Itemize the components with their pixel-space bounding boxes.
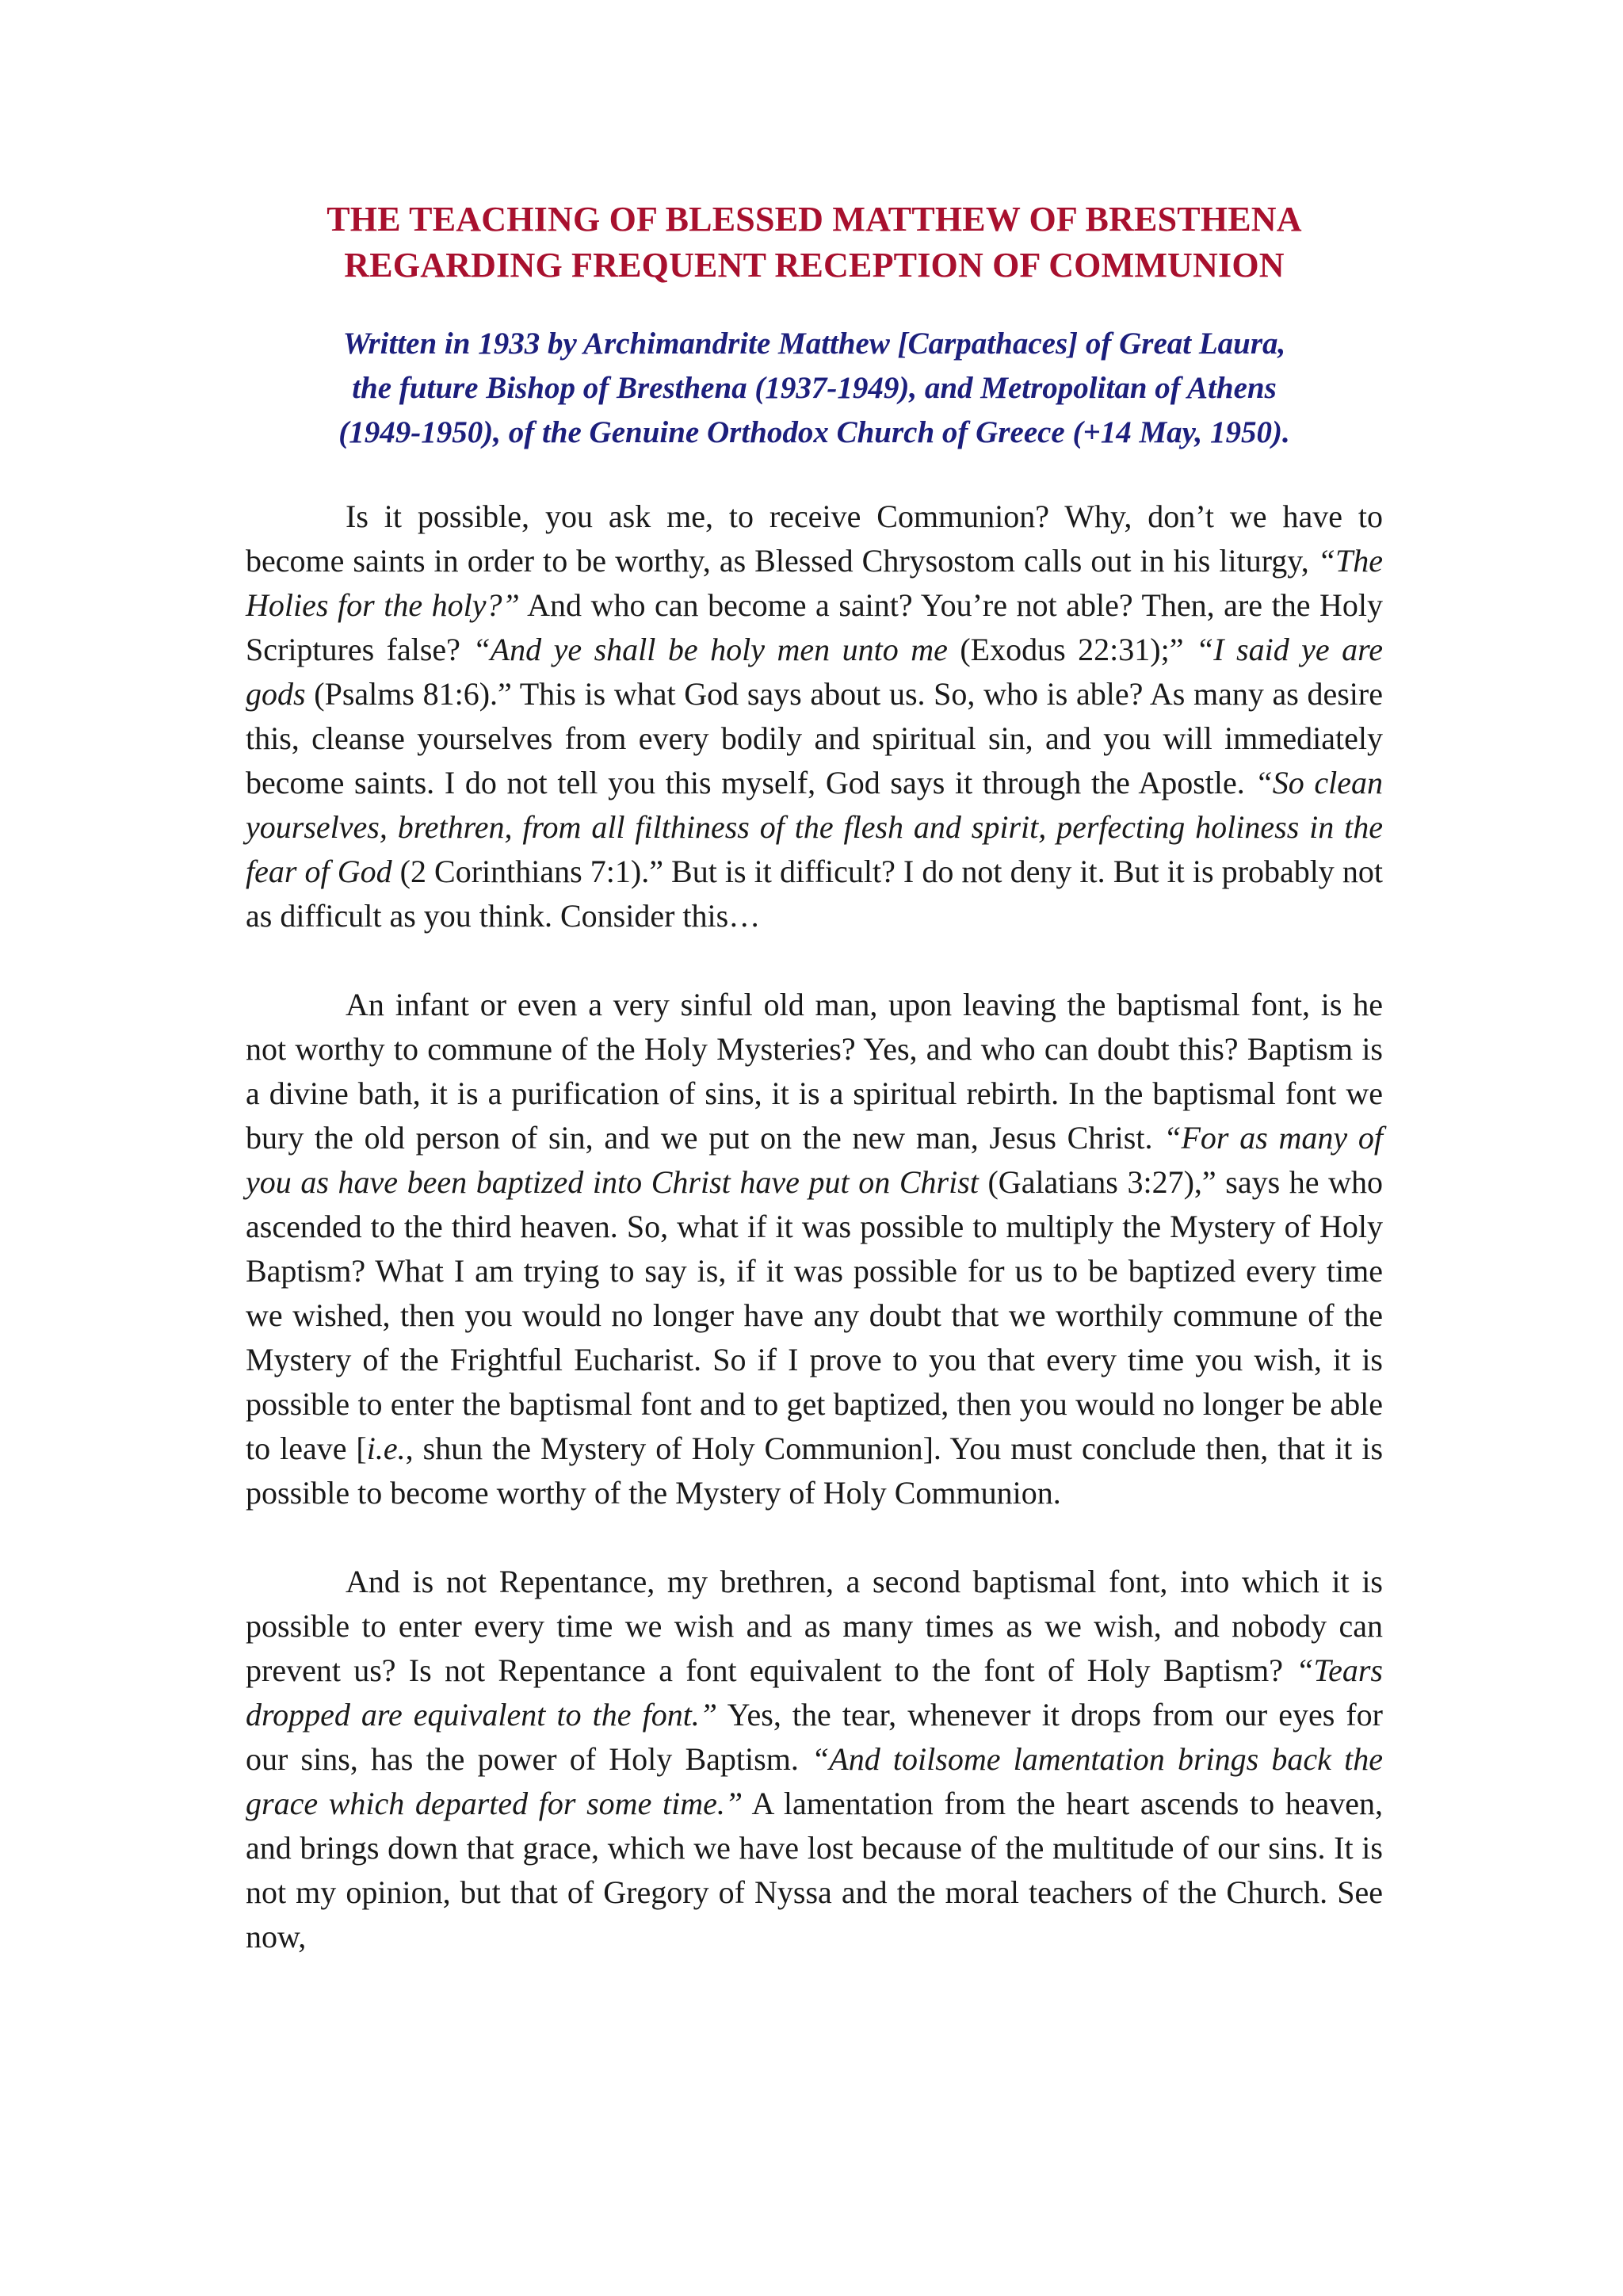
paragraph-text: An infant or even a very sinful old man, upon leaving the baptismal font, is he not worthy to commune of the Holy Mysteries? Yes, and who can doubt this? Baptism is a divine bath, it is a purification of sins, it is a spiritual rebirth. In the baptismal font we bury the old person of sin, and we put on the new man, Jesus Christ. (246, 987, 1383, 1156)
document-subtitle (246, 322, 1383, 455)
subtitle-line-1: Written in 1933 by Archimandrite Matthew [Carpathaces] of Great Laura, (342, 327, 1286, 361)
quotation-text: “The Holies for the holy?” (246, 543, 1383, 623)
title-line-2: REGARDING FREQUENT RECEPTION OF COMMUNION (344, 246, 1285, 285)
quotation-text: “And ye shall be holy men unto me (472, 632, 948, 667)
paragraph-text: A lamentation from the heart ascends to heaven, and brings down that grace, which we have lost because of the multitude of our sins. It is not my opinion, but that of Gregory of Nyssa and the moral teachers of the Church. See now, (246, 1786, 1384, 1954)
body-paragraph-2 (246, 983, 1383, 1515)
quotation-text: i.e. (366, 1431, 406, 1466)
quotation-text: “Tears dropped are equivalent to the font.” (246, 1652, 1383, 1733)
quotation-text: “I said ye are gods (246, 632, 1384, 712)
document-title (246, 197, 1383, 288)
body-paragraph-1 (246, 495, 1383, 938)
quotation-text: “And toilsome lamentation brings back the grace which departed for some time.” (246, 1741, 1384, 1821)
paragraph-text: Is it possible, you ask me, to receive Communion? Why, don’t we have to become saints in order to be worthy, as Blessed Chrysostom calls out in his liturgy, (246, 499, 1383, 579)
paragraph-text: And who can become a saint? You’re not able? Then, are the Holy Scriptures false? (246, 587, 1384, 667)
paragraph-text: Yes, the tear, whenever it drops from our eyes for our sins, has the power of Holy Baptism. (246, 1697, 1384, 1777)
paragraph-text: (Exodus 22:31);” (947, 632, 1196, 667)
paragraph-text: (Galatians 3:27),” says he who ascended to the third heaven. So, what if it was possible to multiply the Mystery of Holy Baptism? What I am trying to say is, if it was possible for us to be baptized every time we wished, then you would no longer have any doubt that we worthily commune of the Mystery of the Frightful Eucharist. So if I prove to you that every time you wish, it is possible to enter the baptismal font and to get baptized, then you would no longer be able to leave [ (246, 1164, 1383, 1466)
paragraph-text: And is not Repentance, my brethren, a second baptismal font, into which it is possible to enter every time we wish and as many times as we wish, and nobody can prevent us? Is not Repentance a font equivalent to the font of Holy Baptism? (246, 1564, 1383, 1688)
title-line-1: THE TEACHING OF BLESSED MATTHEW OF BRESTHENA (327, 200, 1302, 239)
quotation-text: “For as many of you as have been baptized into Christ have put on Christ (246, 1120, 1383, 1200)
paragraph-text: , shun the Mystery of Holy Communion]. You must conclude then, that it is possible to become worthy of the Mystery of Holy Communion. (246, 1431, 1384, 1511)
document-page (246, 197, 1383, 1959)
quotation-text: “So clean yourselves, brethren, from all filthiness of the flesh and spirit, perfecting holiness in the fear of God (246, 765, 1384, 889)
subtitle-line-3: (1949-1950), of the Genuine Orthodox Church of Greece (+14 May, 1950). (338, 415, 1290, 449)
paragraph-text: (2 Corinthians 7:1).” But is it difficult? I do not deny it. But it is probably not as difficult as you think. Consider this… (246, 854, 1383, 934)
subtitle-line-2: the future Bishop of Bresthena (1937-1949), and Metropolitan of Athens (352, 371, 1277, 405)
paragraph-text: (Psalms 81:6).” This is what God says about us. So, who is able? As many as desire this, cleanse yourselves from every bodily and spiritual sin, and you will immediately become saints. I do not tell you this myself, God says it through the Apostle. (246, 676, 1383, 800)
body-paragraph-3 (246, 1560, 1383, 1959)
